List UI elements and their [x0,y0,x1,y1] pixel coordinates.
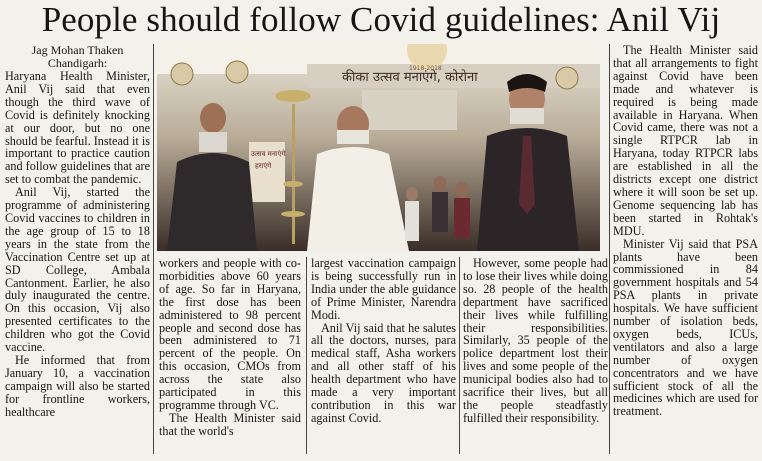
byline [5,44,150,70]
article-column-3 [311,257,456,425]
lamp-stand [292,104,295,244]
column-rule [306,257,307,454]
banner-text: कीका उत्सव मनाएंगे, कोरोना [342,70,478,85]
sign-text: उत्सव मनाएंगे [251,150,286,158]
logo-emblem [556,67,578,89]
paragraph: Anil Vij said that he salutes all the doctors, nurses, para medical staff, Asha workers and all other staff of his health department who have made a very important contribution in this war against Covid. [311,320,456,425]
paragraph: The Health Minister said that all arrangements to fight against Covid have been made and whatever is required is being made available in Haryana. When Covid came, there was not a single RTPCR lab in Haryana, today RTPCR labs are established in all the districts except one district where it will soon be set up. Genome sequencing lab has been started in Rohtak's MDU. [613,43,758,238]
face-mask [510,108,544,124]
person-head [200,103,226,133]
byline-author: Jag Mohan Thaken [31,43,124,57]
crowd-body [432,192,448,232]
crowd-body [454,198,470,238]
paragraph: The Health Minister said that the world's [159,410,301,438]
byline-location: Chandigarh: [47,56,108,70]
paragraph: largest vaccination campaign is being successfully run in India under the able guidance of Prime Minister, Narendra Modi. [311,256,456,322]
article-column-2 [159,257,301,438]
article-column-4 [463,257,608,425]
paragraph: However, some people had to lose their lives while doing so. 28 people of the health department have sacrificed their lives while fulfilling their responsibilities. Similarly, 35 people of the police department lost their lives and some people of the municipal bodies also had to sacrifice their lives, but all the people steadfastly fulfilled their responsibility. [463,256,608,425]
emblem-year: 1918-2018 [409,65,442,72]
paragraph: workers and people with co-morbidities above 60 years of age. So far in Haryana, the first dose has been administered to 98 percent people and second dose has been administered to 71 percent of the people. On this occasion, CMOs from across the state also participated in this programme through VC. [159,256,301,412]
face-mask [199,132,227,152]
headline: People should follow Covid guidelines: Anil Vij [41,0,721,39]
logo-emblem [171,63,193,85]
person-jacket [167,153,257,251]
paragraph: Anil Vij, started the programme of administering Covid vaccines to children in the age group of 15 to 18 years in the state from the Vaccination Centre set up at SD College, Ambala Cantonment. Earlier, he also duly inaugurated the centre. On this occasion, Vij also presented certificates to the children who got the Covid vaccine. [5,185,150,355]
article-column-5 [613,44,758,418]
article-column-1 [5,44,150,418]
crowd-body [405,201,419,241]
news-photo [157,44,600,251]
paragraph: He informed that from January 10, a vaccination campaign will also be started for frontline workers, healthcare [5,352,150,419]
crowd-head [455,182,469,198]
crowd-head [406,187,418,201]
photo-illustration [157,44,600,251]
paragraph: Minister Vij said that PSA plants have been commissioned in 84 government hospitals and 54 PSA plants in private hospitals. We have sufficient number of isolation beds, oxygen beds, ICUs, ventilators and also a large number of oxygen concentrators and we have sufficient stock of all the medicines which are used for treatment. [613,236,758,419]
column-rule [609,44,610,454]
lamp-top [275,90,311,102]
column-rule [153,44,154,454]
column-rule [459,257,460,454]
lamp-tier [283,181,303,187]
paragraph: Haryana Health Minister, Anil Vij said that even though the third wave of Covid is definitely knocking at our door, but no one should be fearful. Instead it is important to practice caution and follow guidelines that are set to combat the pandemic. [5,69,150,187]
crowd-head [433,176,447,192]
sign-text: हराएंगे [255,162,272,170]
stage-screen [362,90,457,130]
face-mask [337,130,369,144]
logo-emblem [226,61,248,83]
lamp-tier [281,211,305,217]
